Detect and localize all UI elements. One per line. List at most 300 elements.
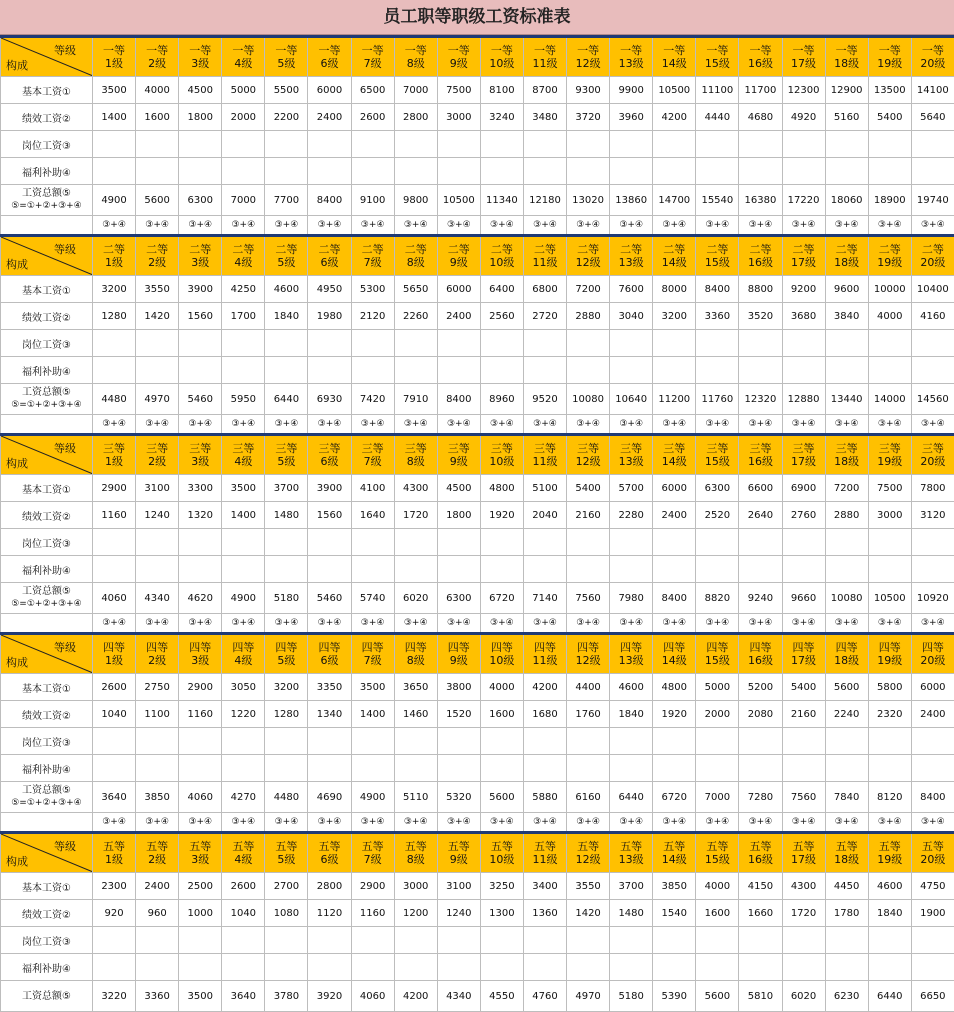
position-salary-cell[interactable] bbox=[394, 927, 437, 954]
position-salary-cell[interactable] bbox=[308, 131, 351, 158]
row-label-welfare[interactable]: 福利补助④ bbox=[1, 158, 93, 185]
position-salary-cell[interactable] bbox=[610, 330, 653, 357]
grade-level-header[interactable] bbox=[653, 435, 696, 475]
position-salary-cell[interactable] bbox=[911, 927, 954, 954]
performance-salary-cell[interactable]: 2320 bbox=[868, 701, 911, 728]
total-salary-cell[interactable]: 12880 bbox=[782, 384, 825, 415]
position-salary-cell[interactable] bbox=[696, 330, 739, 357]
formula-cell[interactable]: ③+④ bbox=[653, 614, 696, 634]
position-salary-cell[interactable] bbox=[696, 927, 739, 954]
total-salary-cell[interactable]: 5110 bbox=[394, 782, 437, 813]
base-salary-cell[interactable]: 4600 bbox=[610, 674, 653, 701]
welfare-cell[interactable] bbox=[739, 158, 782, 185]
welfare-cell[interactable] bbox=[136, 158, 179, 185]
grade-level-header[interactable] bbox=[480, 833, 523, 873]
welfare-cell[interactable] bbox=[308, 556, 351, 583]
grade-level-header[interactable] bbox=[696, 634, 739, 674]
position-salary-cell[interactable] bbox=[179, 529, 222, 556]
formula-cell[interactable]: ③+④ bbox=[653, 216, 696, 236]
total-salary-cell[interactable]: 10640 bbox=[610, 384, 653, 415]
grade-level-header[interactable] bbox=[868, 435, 911, 475]
position-salary-cell[interactable] bbox=[825, 728, 868, 755]
formula-cell[interactable]: ③+④ bbox=[394, 614, 437, 634]
grade-level-header[interactable] bbox=[265, 634, 308, 674]
welfare-cell[interactable] bbox=[739, 755, 782, 782]
formula-cell[interactable]: ③+④ bbox=[567, 614, 610, 634]
grade-level-header[interactable] bbox=[523, 236, 566, 276]
performance-salary-cell[interactable]: 3840 bbox=[825, 303, 868, 330]
row-label-position[interactable]: 岗位工资③ bbox=[1, 131, 93, 158]
welfare-cell[interactable] bbox=[265, 357, 308, 384]
base-salary-cell[interactable]: 5200 bbox=[739, 674, 782, 701]
formula-cell[interactable]: ③+④ bbox=[911, 614, 954, 634]
formula-cell[interactable]: ③+④ bbox=[394, 216, 437, 236]
total-salary-cell[interactable]: 13860 bbox=[610, 185, 653, 216]
position-salary-cell[interactable] bbox=[825, 927, 868, 954]
grade-level-header[interactable] bbox=[351, 634, 394, 674]
total-salary-cell[interactable]: 12320 bbox=[739, 384, 782, 415]
base-salary-cell[interactable]: 8000 bbox=[653, 276, 696, 303]
base-salary-cell[interactable]: 13500 bbox=[868, 77, 911, 104]
position-salary-cell[interactable] bbox=[480, 330, 523, 357]
grade-level-header[interactable] bbox=[136, 833, 179, 873]
formula-cell[interactable]: ③+④ bbox=[610, 216, 653, 236]
welfare-cell[interactable] bbox=[265, 954, 308, 981]
total-salary-cell[interactable]: 11760 bbox=[696, 384, 739, 415]
grade-level-header[interactable] bbox=[739, 37, 782, 77]
position-salary-cell[interactable] bbox=[136, 131, 179, 158]
position-salary-cell[interactable] bbox=[351, 131, 394, 158]
base-salary-cell[interactable]: 2900 bbox=[179, 674, 222, 701]
performance-salary-cell[interactable]: 1420 bbox=[567, 900, 610, 927]
row-label-total[interactable] bbox=[1, 583, 93, 614]
grade-level-header[interactable] bbox=[351, 236, 394, 276]
formula-cell[interactable]: ③+④ bbox=[911, 813, 954, 833]
total-salary-cell[interactable]: 7000 bbox=[696, 782, 739, 813]
position-salary-cell[interactable] bbox=[911, 529, 954, 556]
performance-salary-cell[interactable]: 3360 bbox=[696, 303, 739, 330]
welfare-cell[interactable] bbox=[653, 158, 696, 185]
grade-level-header[interactable] bbox=[308, 833, 351, 873]
performance-salary-cell[interactable]: 1280 bbox=[93, 303, 136, 330]
performance-salary-cell[interactable]: 1600 bbox=[696, 900, 739, 927]
position-salary-cell[interactable] bbox=[782, 131, 825, 158]
welfare-cell[interactable] bbox=[911, 556, 954, 583]
grade-level-header[interactable] bbox=[696, 435, 739, 475]
formula-cell[interactable]: ③+④ bbox=[136, 415, 179, 435]
formula-cell[interactable]: ③+④ bbox=[696, 415, 739, 435]
position-salary-cell[interactable] bbox=[222, 330, 265, 357]
total-salary-cell[interactable]: 6440 bbox=[868, 981, 911, 1012]
formula-cell[interactable]: ③+④ bbox=[265, 614, 308, 634]
grade-level-header[interactable] bbox=[653, 236, 696, 276]
welfare-cell[interactable] bbox=[222, 755, 265, 782]
grade-level-header[interactable] bbox=[136, 634, 179, 674]
welfare-cell[interactable] bbox=[523, 158, 566, 185]
position-salary-cell[interactable] bbox=[222, 529, 265, 556]
welfare-cell[interactable] bbox=[437, 158, 480, 185]
total-salary-cell[interactable]: 6160 bbox=[567, 782, 610, 813]
grade-level-header[interactable] bbox=[437, 236, 480, 276]
welfare-cell[interactable] bbox=[739, 357, 782, 384]
formula-row-label[interactable] bbox=[1, 813, 93, 833]
total-salary-cell[interactable]: 4340 bbox=[136, 583, 179, 614]
position-salary-cell[interactable] bbox=[394, 330, 437, 357]
row-label-base[interactable]: 基本工资① bbox=[1, 276, 93, 303]
welfare-cell[interactable] bbox=[351, 755, 394, 782]
welfare-cell[interactable] bbox=[523, 357, 566, 384]
grade-level-header[interactable] bbox=[696, 236, 739, 276]
formula-row-label[interactable] bbox=[1, 216, 93, 236]
total-salary-cell[interactable]: 16380 bbox=[739, 185, 782, 216]
total-salary-cell[interactable]: 14700 bbox=[653, 185, 696, 216]
formula-cell[interactable]: ③+④ bbox=[136, 216, 179, 236]
performance-salary-cell[interactable]: 3120 bbox=[911, 502, 954, 529]
welfare-cell[interactable] bbox=[136, 556, 179, 583]
grade-level-header[interactable] bbox=[739, 236, 782, 276]
welfare-cell[interactable] bbox=[93, 954, 136, 981]
welfare-cell[interactable] bbox=[136, 357, 179, 384]
base-salary-cell[interactable]: 5500 bbox=[265, 77, 308, 104]
row-label-base[interactable]: 基本工资① bbox=[1, 873, 93, 900]
base-salary-cell[interactable]: 6900 bbox=[782, 475, 825, 502]
grade-level-header[interactable] bbox=[567, 435, 610, 475]
row-label-total[interactable] bbox=[1, 981, 93, 1012]
performance-salary-cell[interactable]: 2400 bbox=[437, 303, 480, 330]
total-salary-cell[interactable]: 4900 bbox=[351, 782, 394, 813]
total-salary-cell[interactable]: 19740 bbox=[911, 185, 954, 216]
total-salary-cell[interactable]: 12180 bbox=[523, 185, 566, 216]
total-salary-cell[interactable]: 5880 bbox=[523, 782, 566, 813]
base-salary-cell[interactable]: 3650 bbox=[394, 674, 437, 701]
row-label-performance[interactable]: 绩效工资② bbox=[1, 900, 93, 927]
formula-cell[interactable]: ③+④ bbox=[868, 415, 911, 435]
welfare-cell[interactable] bbox=[782, 158, 825, 185]
total-salary-cell[interactable]: 5600 bbox=[696, 981, 739, 1012]
total-salary-cell[interactable]: 8820 bbox=[696, 583, 739, 614]
performance-salary-cell[interactable]: 1480 bbox=[610, 900, 653, 927]
position-salary-cell[interactable] bbox=[825, 330, 868, 357]
base-salary-cell[interactable]: 4100 bbox=[351, 475, 394, 502]
welfare-cell[interactable] bbox=[653, 954, 696, 981]
formula-cell[interactable]: ③+④ bbox=[782, 614, 825, 634]
position-salary-cell[interactable] bbox=[437, 728, 480, 755]
performance-salary-cell[interactable]: 1120 bbox=[308, 900, 351, 927]
performance-salary-cell[interactable]: 2880 bbox=[825, 502, 868, 529]
performance-salary-cell[interactable]: 1520 bbox=[437, 701, 480, 728]
formula-cell[interactable]: ③+④ bbox=[480, 216, 523, 236]
performance-salary-cell[interactable]: 1720 bbox=[394, 502, 437, 529]
formula-cell[interactable]: ③+④ bbox=[394, 415, 437, 435]
position-salary-cell[interactable] bbox=[782, 728, 825, 755]
formula-cell[interactable]: ③+④ bbox=[523, 813, 566, 833]
welfare-cell[interactable] bbox=[265, 556, 308, 583]
grade-level-header[interactable] bbox=[394, 435, 437, 475]
position-salary-cell[interactable] bbox=[437, 330, 480, 357]
position-salary-cell[interactable] bbox=[696, 131, 739, 158]
performance-salary-cell[interactable]: 1100 bbox=[136, 701, 179, 728]
row-label-performance[interactable]: 绩效工资② bbox=[1, 303, 93, 330]
formula-cell[interactable]: ③+④ bbox=[480, 415, 523, 435]
total-salary-cell[interactable]: 8120 bbox=[868, 782, 911, 813]
welfare-cell[interactable] bbox=[696, 954, 739, 981]
base-salary-cell[interactable]: 6000 bbox=[911, 674, 954, 701]
row-label-welfare[interactable]: 福利补助④ bbox=[1, 954, 93, 981]
grade-level-header[interactable] bbox=[782, 435, 825, 475]
performance-salary-cell[interactable]: 1160 bbox=[351, 900, 394, 927]
grade-level-header[interactable] bbox=[437, 435, 480, 475]
row-label-total[interactable] bbox=[1, 185, 93, 216]
grade-level-header[interactable] bbox=[782, 236, 825, 276]
position-salary-cell[interactable] bbox=[739, 728, 782, 755]
welfare-cell[interactable] bbox=[480, 556, 523, 583]
performance-salary-cell[interactable]: 1680 bbox=[523, 701, 566, 728]
base-salary-cell[interactable]: 4500 bbox=[179, 77, 222, 104]
formula-cell[interactable]: ③+④ bbox=[523, 614, 566, 634]
position-salary-cell[interactable] bbox=[523, 728, 566, 755]
total-salary-cell[interactable]: 3780 bbox=[265, 981, 308, 1012]
position-salary-cell[interactable] bbox=[739, 529, 782, 556]
total-salary-cell[interactable]: 7700 bbox=[265, 185, 308, 216]
welfare-cell[interactable] bbox=[610, 556, 653, 583]
performance-salary-cell[interactable]: 2400 bbox=[308, 104, 351, 131]
grade-level-header[interactable] bbox=[653, 37, 696, 77]
position-salary-cell[interactable] bbox=[653, 927, 696, 954]
performance-salary-cell[interactable]: 2760 bbox=[782, 502, 825, 529]
row-label-position[interactable]: 岗位工资③ bbox=[1, 529, 93, 556]
base-salary-cell[interactable]: 6600 bbox=[739, 475, 782, 502]
base-salary-cell[interactable]: 3900 bbox=[308, 475, 351, 502]
welfare-cell[interactable] bbox=[480, 755, 523, 782]
formula-cell[interactable]: ③+④ bbox=[179, 614, 222, 634]
position-salary-cell[interactable] bbox=[523, 927, 566, 954]
position-salary-cell[interactable] bbox=[308, 529, 351, 556]
performance-salary-cell[interactable]: 2240 bbox=[825, 701, 868, 728]
welfare-cell[interactable] bbox=[222, 158, 265, 185]
row-label-welfare[interactable]: 福利补助④ bbox=[1, 556, 93, 583]
position-salary-cell[interactable] bbox=[437, 927, 480, 954]
position-salary-cell[interactable] bbox=[868, 330, 911, 357]
total-salary-cell[interactable]: 3850 bbox=[136, 782, 179, 813]
grade-level-header[interactable] bbox=[825, 634, 868, 674]
total-salary-cell[interactable]: 3360 bbox=[136, 981, 179, 1012]
base-salary-cell[interactable]: 4000 bbox=[480, 674, 523, 701]
grade-level-header[interactable] bbox=[868, 833, 911, 873]
performance-salary-cell[interactable]: 1760 bbox=[567, 701, 610, 728]
grade-level-header[interactable] bbox=[782, 833, 825, 873]
row-label-performance[interactable]: 绩效工资② bbox=[1, 701, 93, 728]
position-salary-cell[interactable] bbox=[653, 131, 696, 158]
performance-salary-cell[interactable]: 2160 bbox=[782, 701, 825, 728]
formula-cell[interactable]: ③+④ bbox=[480, 614, 523, 634]
position-salary-cell[interactable] bbox=[911, 728, 954, 755]
welfare-cell[interactable] bbox=[696, 158, 739, 185]
position-salary-cell[interactable] bbox=[782, 927, 825, 954]
row-label-welfare[interactable]: 福利补助④ bbox=[1, 357, 93, 384]
row-label-performance[interactable]: 绩效工资② bbox=[1, 502, 93, 529]
welfare-cell[interactable] bbox=[308, 357, 351, 384]
position-salary-cell[interactable] bbox=[265, 131, 308, 158]
total-salary-cell[interactable]: 6230 bbox=[825, 981, 868, 1012]
welfare-cell[interactable] bbox=[394, 755, 437, 782]
position-salary-cell[interactable] bbox=[136, 330, 179, 357]
welfare-cell[interactable] bbox=[394, 357, 437, 384]
grade-level-header[interactable] bbox=[911, 37, 954, 77]
total-salary-cell[interactable]: 6020 bbox=[394, 583, 437, 614]
grade-level-header[interactable] bbox=[136, 236, 179, 276]
position-salary-cell[interactable] bbox=[610, 529, 653, 556]
formula-cell[interactable]: ③+④ bbox=[351, 614, 394, 634]
grade-level-header[interactable] bbox=[222, 634, 265, 674]
grade-level-header[interactable] bbox=[480, 634, 523, 674]
performance-salary-cell[interactable]: 1900 bbox=[911, 900, 954, 927]
total-salary-cell[interactable]: 6300 bbox=[179, 185, 222, 216]
base-salary-cell[interactable]: 4200 bbox=[523, 674, 566, 701]
grade-level-header[interactable] bbox=[567, 833, 610, 873]
base-salary-cell[interactable]: 2600 bbox=[93, 674, 136, 701]
base-salary-cell[interactable]: 3500 bbox=[93, 77, 136, 104]
position-salary-cell[interactable] bbox=[868, 529, 911, 556]
performance-salary-cell[interactable]: 1840 bbox=[265, 303, 308, 330]
position-salary-cell[interactable] bbox=[610, 728, 653, 755]
performance-salary-cell[interactable]: 1560 bbox=[308, 502, 351, 529]
formula-cell[interactable]: ③+④ bbox=[437, 415, 480, 435]
performance-salary-cell[interactable]: 2040 bbox=[523, 502, 566, 529]
row-label-performance[interactable]: 绩效工资② bbox=[1, 104, 93, 131]
base-salary-cell[interactable]: 10500 bbox=[653, 77, 696, 104]
formula-row-label[interactable] bbox=[1, 614, 93, 634]
base-salary-cell[interactable]: 9200 bbox=[782, 276, 825, 303]
welfare-cell[interactable] bbox=[523, 755, 566, 782]
position-salary-cell[interactable] bbox=[480, 529, 523, 556]
position-salary-cell[interactable] bbox=[265, 728, 308, 755]
welfare-cell[interactable] bbox=[480, 954, 523, 981]
performance-salary-cell[interactable]: 1240 bbox=[136, 502, 179, 529]
performance-salary-cell[interactable]: 1600 bbox=[480, 701, 523, 728]
base-salary-cell[interactable]: 3400 bbox=[523, 873, 566, 900]
total-salary-cell[interactable]: 5950 bbox=[222, 384, 265, 415]
welfare-cell[interactable] bbox=[394, 556, 437, 583]
performance-salary-cell[interactable]: 3960 bbox=[610, 104, 653, 131]
performance-salary-cell[interactable]: 3680 bbox=[782, 303, 825, 330]
formula-cell[interactable]: ③+④ bbox=[265, 216, 308, 236]
grade-level-header[interactable] bbox=[308, 634, 351, 674]
grade-level-header[interactable] bbox=[136, 37, 179, 77]
position-salary-cell[interactable] bbox=[179, 330, 222, 357]
position-salary-cell[interactable] bbox=[610, 927, 653, 954]
performance-salary-cell[interactable]: 4000 bbox=[868, 303, 911, 330]
welfare-cell[interactable] bbox=[93, 556, 136, 583]
welfare-cell[interactable] bbox=[351, 357, 394, 384]
base-salary-cell[interactable]: 5400 bbox=[567, 475, 610, 502]
total-salary-cell[interactable]: 5740 bbox=[351, 583, 394, 614]
welfare-cell[interactable] bbox=[825, 954, 868, 981]
base-salary-cell[interactable]: 3200 bbox=[265, 674, 308, 701]
performance-salary-cell[interactable]: 2260 bbox=[394, 303, 437, 330]
total-salary-cell[interactable]: 4970 bbox=[136, 384, 179, 415]
grade-level-header[interactable] bbox=[265, 833, 308, 873]
position-salary-cell[interactable] bbox=[696, 728, 739, 755]
performance-salary-cell[interactable]: 3520 bbox=[739, 303, 782, 330]
grade-level-header[interactable] bbox=[610, 236, 653, 276]
position-salary-cell[interactable] bbox=[437, 131, 480, 158]
base-salary-cell[interactable]: 3700 bbox=[265, 475, 308, 502]
formula-cell[interactable]: ③+④ bbox=[567, 813, 610, 833]
total-salary-cell[interactable]: 8960 bbox=[480, 384, 523, 415]
formula-cell[interactable]: ③+④ bbox=[911, 216, 954, 236]
base-salary-cell[interactable]: 2700 bbox=[265, 873, 308, 900]
position-salary-cell[interactable] bbox=[653, 728, 696, 755]
grade-level-header[interactable] bbox=[93, 236, 136, 276]
base-salary-cell[interactable]: 4400 bbox=[567, 674, 610, 701]
grade-level-header[interactable] bbox=[868, 236, 911, 276]
performance-salary-cell[interactable]: 1200 bbox=[394, 900, 437, 927]
base-salary-cell[interactable]: 5000 bbox=[222, 77, 265, 104]
performance-salary-cell[interactable]: 2600 bbox=[351, 104, 394, 131]
grade-level-header[interactable] bbox=[437, 634, 480, 674]
total-salary-cell[interactable]: 18060 bbox=[825, 185, 868, 216]
total-salary-cell[interactable]: 4060 bbox=[351, 981, 394, 1012]
position-salary-cell[interactable] bbox=[653, 529, 696, 556]
grade-level-header[interactable] bbox=[610, 37, 653, 77]
welfare-cell[interactable] bbox=[136, 755, 179, 782]
total-salary-cell[interactable]: 6720 bbox=[480, 583, 523, 614]
grade-level-header[interactable] bbox=[911, 236, 954, 276]
grade-level-header[interactable] bbox=[911, 833, 954, 873]
formula-cell[interactable]: ③+④ bbox=[394, 813, 437, 833]
grade-level-header[interactable] bbox=[179, 634, 222, 674]
performance-salary-cell[interactable]: 3000 bbox=[437, 104, 480, 131]
welfare-cell[interactable] bbox=[868, 357, 911, 384]
welfare-cell[interactable] bbox=[179, 954, 222, 981]
welfare-cell[interactable] bbox=[394, 158, 437, 185]
formula-cell[interactable]: ③+④ bbox=[308, 813, 351, 833]
total-salary-cell[interactable]: 5460 bbox=[308, 583, 351, 614]
formula-cell[interactable]: ③+④ bbox=[653, 415, 696, 435]
position-salary-cell[interactable] bbox=[222, 131, 265, 158]
total-salary-cell[interactable]: 7840 bbox=[825, 782, 868, 813]
total-salary-cell[interactable]: 8400 bbox=[437, 384, 480, 415]
total-salary-cell[interactable]: 7000 bbox=[222, 185, 265, 216]
grade-level-header[interactable] bbox=[911, 435, 954, 475]
performance-salary-cell[interactable]: 1640 bbox=[351, 502, 394, 529]
base-salary-cell[interactable]: 8400 bbox=[696, 276, 739, 303]
position-salary-cell[interactable] bbox=[179, 927, 222, 954]
grade-level-header[interactable] bbox=[351, 435, 394, 475]
performance-salary-cell[interactable]: 2000 bbox=[222, 104, 265, 131]
total-salary-cell[interactable]: 4060 bbox=[93, 583, 136, 614]
formula-cell[interactable]: ③+④ bbox=[696, 216, 739, 236]
base-salary-cell[interactable]: 2400 bbox=[136, 873, 179, 900]
base-salary-cell[interactable]: 3700 bbox=[610, 873, 653, 900]
position-salary-cell[interactable] bbox=[567, 529, 610, 556]
welfare-cell[interactable] bbox=[653, 755, 696, 782]
welfare-cell[interactable] bbox=[782, 954, 825, 981]
base-salary-cell[interactable]: 3350 bbox=[308, 674, 351, 701]
grade-level-header[interactable] bbox=[437, 37, 480, 77]
performance-salary-cell[interactable]: 4920 bbox=[782, 104, 825, 131]
total-salary-cell[interactable]: 11200 bbox=[653, 384, 696, 415]
performance-salary-cell[interactable]: 1560 bbox=[179, 303, 222, 330]
performance-salary-cell[interactable]: 2400 bbox=[911, 701, 954, 728]
welfare-cell[interactable] bbox=[437, 357, 480, 384]
base-salary-cell[interactable]: 5000 bbox=[696, 674, 739, 701]
formula-cell[interactable]: ③+④ bbox=[351, 216, 394, 236]
total-salary-cell[interactable]: 9240 bbox=[739, 583, 782, 614]
total-salary-cell[interactable]: 3920 bbox=[308, 981, 351, 1012]
base-salary-cell[interactable]: 4450 bbox=[825, 873, 868, 900]
total-salary-cell[interactable]: 8400 bbox=[911, 782, 954, 813]
